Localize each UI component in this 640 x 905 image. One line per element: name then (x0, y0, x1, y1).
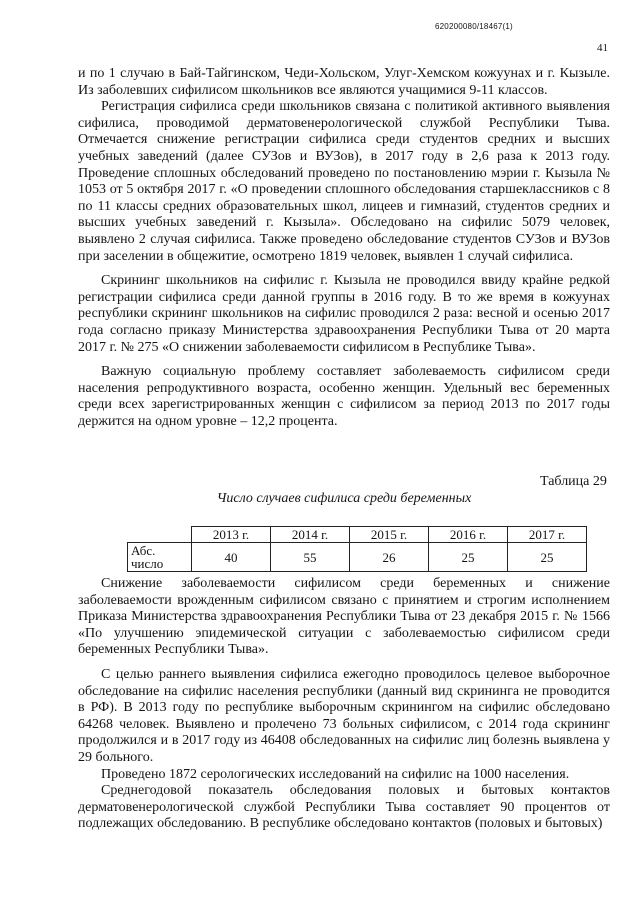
paragraph: Регистрация сифилиса среди школьников связана с политикой активного выявления сифилиса, проводимой дерматовенерологической службой Республики Тыва. Отмечается снижение регистрации сифилиса среди студентов средних и высших учебных заведений (далее СУЗов и ВУЗов), в 2017 году в 2,6 раза к 2013 году. Проведение сплошных обследований проведено по постановлению мэрии г. Кызыла № 1053 от 5 октября 2017 г. «О проведении сплошного обследования старшеклассников с 8 по 11 классы средних образовательных школ, лицеев и гимназий, студентов средних и высших учебных заведений г. Кызыла». Обследовано на сифилис 5079 человек, выявлено 2 случая сифилиса. Также проведено обследование студентов СУЗов и ВУЗов при заселении в общежитие, осмотрено 1819 человек, выявлен 1 случай сифилиса. (78, 99, 610, 264)
table-header-cell: 2016 г. (429, 527, 508, 543)
paragraph: Проведено 1872 серологических исследований на сифилис на 1000 населения. (101, 766, 570, 782)
data-table (127, 526, 587, 572)
paragraph: и по 1 случаю в Бай-Тайгинском, Чеди-Хольском, Улуг-Хемском кожуунах и г. Кызыле. Из заболевших сифилисом школьников все являются учащимися 9-11 классов. (78, 66, 610, 98)
paragraph: С целью раннего выявления сифилиса ежегодно проводилось целевое выборочное обследование на сифилис населения республики (данный вид скрининга не проводится в РФ). В 2013 году по республике выборочным скринингом на сифилис обследовано 64268 человек. Выявлено и пролечено 73 больных сифилисом, с 2014 года скрининг продолжился и в 2017 году из 46408 обследованных на сифилис лиц болезнь выявлена у 29 больного. (78, 666, 610, 765)
paragraph: Важную социальную проблему составляет заболеваемость сифилисом среди населения репродуктивного возраста, особенно женщин. Удельный вес беременных среди всех зарегистрированных женщин с сифилисом за период 2013 по 2017 годы держится на одном уровне – 12,2 процента. (78, 364, 610, 429)
body-text-top (78, 66, 610, 430)
table-header-cell: 2013 г. (192, 527, 271, 543)
paragraph: Скрининг школьников на сифилис г. Кызыла не проводился ввиду крайне редкой регистрации сифилиса среди данной группы в 2016 году. В то же время в кожуунах республики скрининг школьников на сифилис проводился 2 раза: весной и осенью 2017 года согласно приказу Министерства здравоохранения Республики Тыва от 20 марта 2017 г. № 275 «О снижении заболеваемости сифилисом в Республике Тыва». (78, 273, 610, 355)
table-cell: 25 (508, 543, 587, 572)
table-corner-cell (128, 527, 192, 543)
table-row-label: Абс. число (128, 543, 192, 572)
table-caption: Число случаев сифилиса среди беременных (216, 491, 472, 506)
table-header-cell: 2014 г. (271, 527, 350, 543)
table-row (128, 543, 587, 572)
table-header-cell: 2017 г. (508, 527, 587, 543)
table-header-cell: 2015 г. (350, 527, 429, 543)
table-cell: 25 (429, 543, 508, 572)
table-header-row (128, 527, 587, 543)
body-text-bottom (78, 576, 610, 833)
table-label: Таблица 29 (540, 474, 607, 489)
paragraph: Среднегодовой показатель обследования половых и бытовых контактов дерматовенерологической службой Республики Тыва составляет 90 процентов от подлежащих обследованию. В республике обследовано контактов (половых и бытовых) (78, 783, 610, 832)
table-cell: 26 (350, 543, 429, 572)
page-number: 41 (597, 42, 608, 54)
paragraph: Снижение заболеваемости сифилисом среди беременных и снижение заболеваемости врожденным сифилисом связано с принятием и строгим исполнением Приказа Министерства здравоохранения Республики Тыва от 23 декабря 2015 г. № 1566 «По улучшению эпидемической ситуации с заболеваемостью сифилисом среди беременных Республики Тыва». (78, 576, 610, 658)
table-cell: 55 (271, 543, 350, 572)
table-cell: 40 (192, 543, 271, 572)
document-id: 620200080/18467(1) (435, 22, 513, 31)
